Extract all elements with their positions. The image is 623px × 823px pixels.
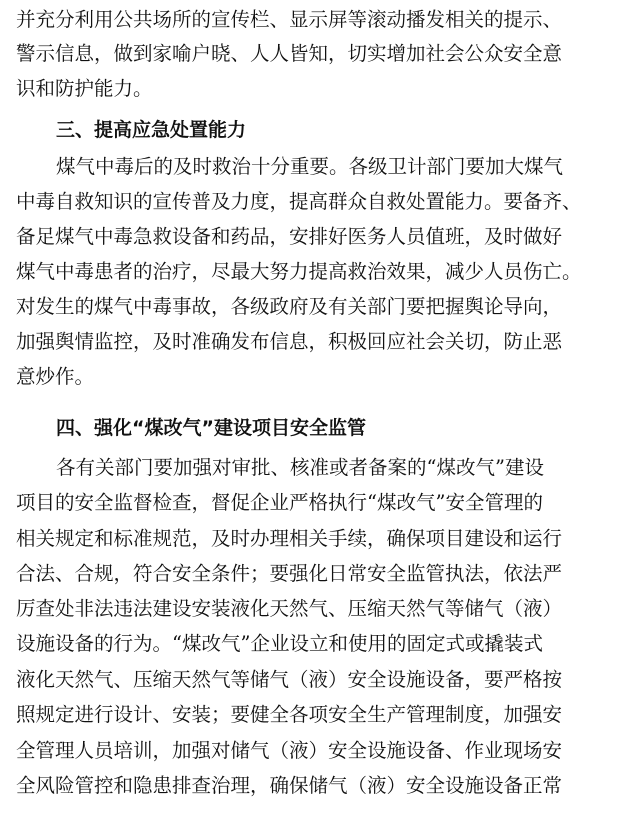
text-line: 相关规定和标准规范，及时办理相关手续，确保项目建设和运行	[16, 527, 563, 550]
section-heading: 四、强化“煤改气”建设项目安全监管	[56, 417, 366, 439]
text-line: 煤气中毒患者的治疗，尽最大努力提高救治效果，减少人员伤亡。	[16, 260, 582, 283]
text-line: 全管理人员培训，加强对储气（液）安全设施设备、作业现场安	[16, 739, 563, 762]
text-line: 警示信息，做到家喻户晓、人人皆知，切实增加社会公众安全意	[16, 42, 563, 65]
text-line: 照规定进行设计、安装；要健全各项安全生产管理制度，加强安	[16, 703, 563, 726]
text-line: 对发生的煤气中毒事故，各级政府及有关部门要把握舆论导向，	[16, 295, 563, 318]
text-line: 全风险管控和隐患排查治理，确保储气（液）安全设施设备正常	[16, 774, 563, 797]
text-line: 意炒作。	[16, 365, 95, 388]
text-line: 并充分利用公共场所的宣传栏、显示屏等滚动播发相关的提示、	[16, 8, 563, 31]
text-line: 液化天然气、压缩天然气等储气（液）安全设施设备，要严格按	[16, 668, 563, 691]
section-heading: 三、提高应急处置能力	[56, 119, 247, 141]
text-line: 项目的安全监督检查，督促企业严格执行“煤改气”安全管理的	[16, 491, 543, 514]
text-line: 煤气中毒后的及时救治十分重要。各级卫计部门要加大煤气	[56, 155, 564, 178]
text-line: 厉查处非法违法建设安装液化天然气、压缩天然气等储气（液）	[16, 597, 563, 620]
text-line: 备足煤气中毒急救设备和药品，安排好医务人员值班，及时做好	[16, 225, 563, 248]
text-line: 各有关部门要加强对审批、核准或者备案的“煤改气”建设	[56, 456, 544, 479]
text-line: 中毒自救知识的宣传普及力度，提高群众自救处置能力。要备齐、	[16, 190, 582, 213]
text-line: 加强舆情监控，及时准确发布信息，积极回应社会关切，防止恶	[16, 330, 563, 353]
text-line: 识和防护能力。	[16, 77, 153, 100]
text-line: 合法、合规，符合安全条件；要强化日常安全监管执法，依法严	[16, 562, 563, 585]
text-line: 设施设备的行为。“煤改气”企业设立和使用的固定式或撬装式	[16, 632, 543, 655]
